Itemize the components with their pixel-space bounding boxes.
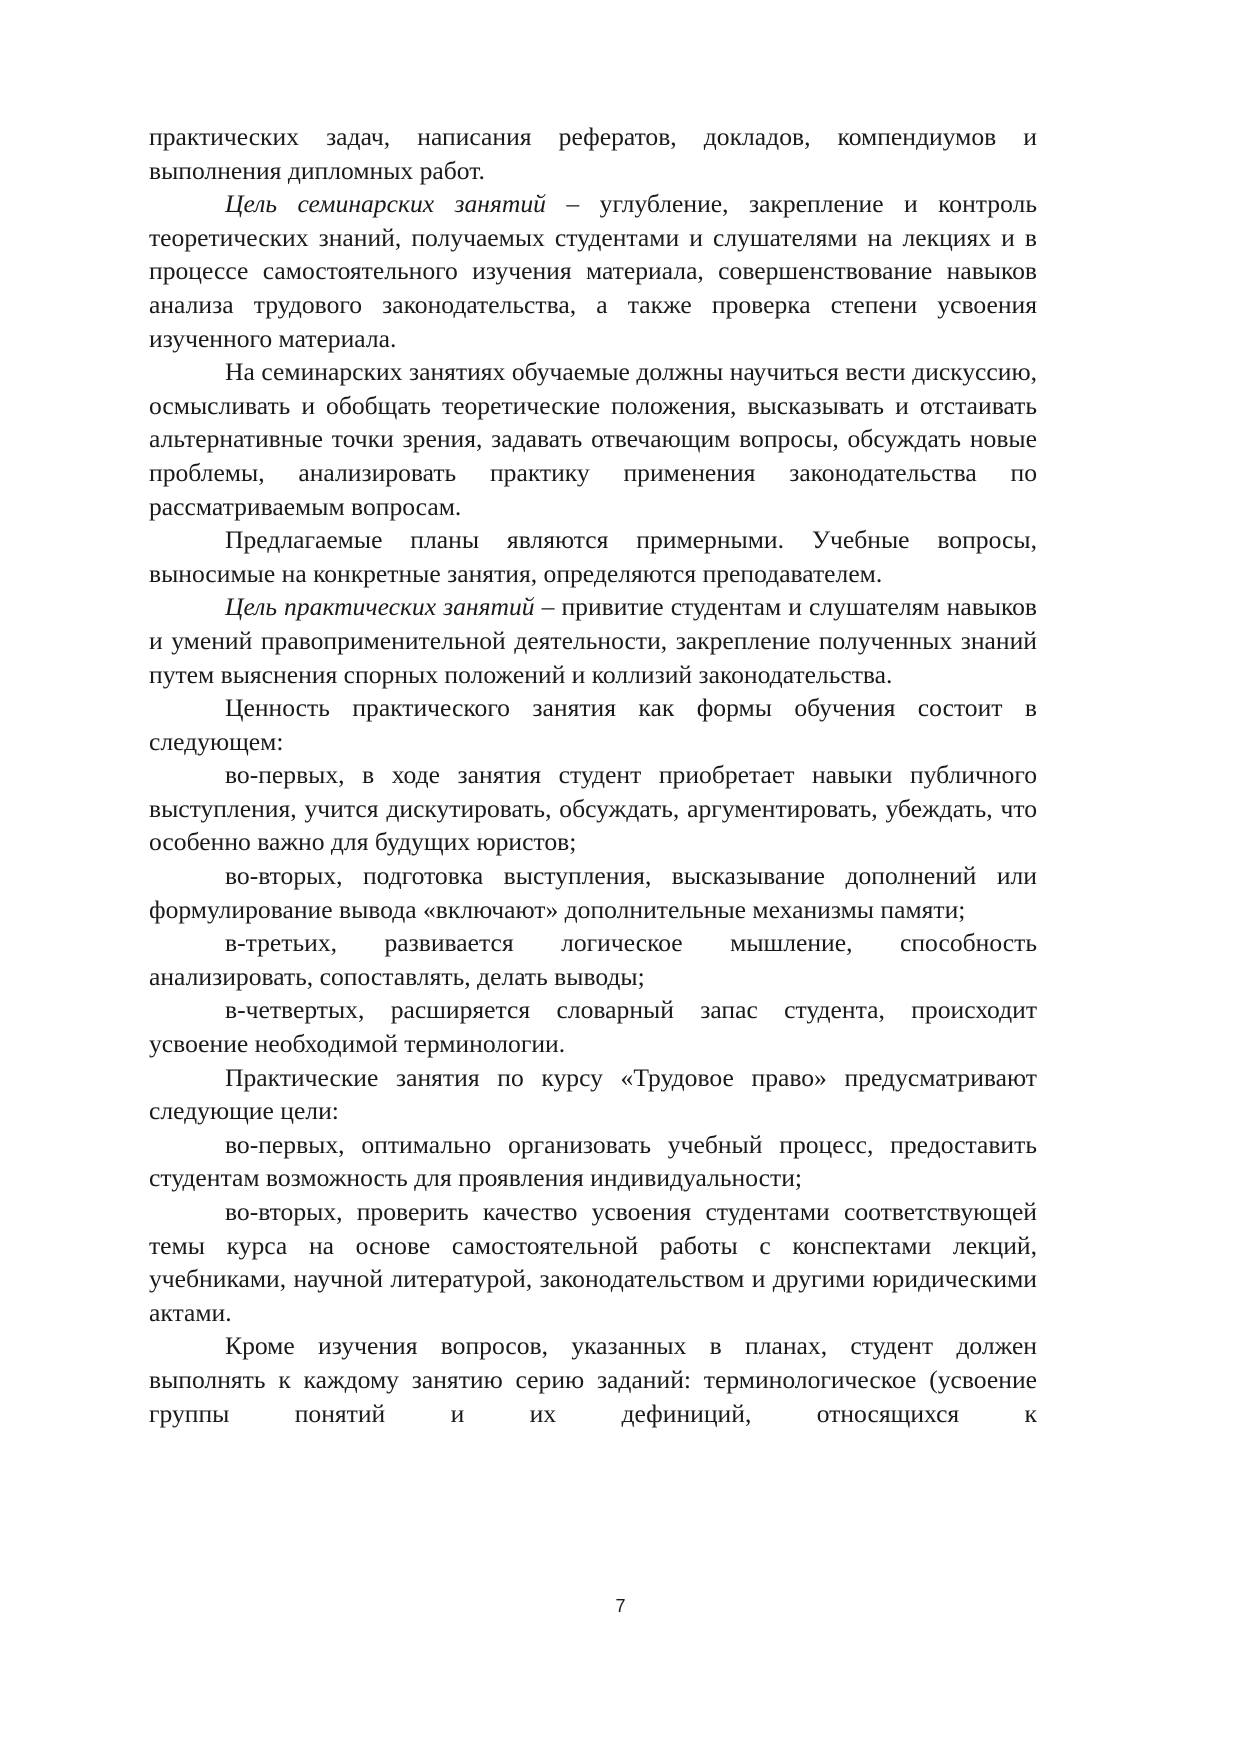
paragraph-seminar-goal [149, 187, 1037, 355]
list-item-goal-2 [149, 1195, 1037, 1329]
list-item-goal-1 [149, 1128, 1037, 1195]
paragraph-text: практических задач, написания рефератов, докладов, компендиумов и выполнения дипломных работ. [149, 122, 1037, 185]
paragraph-text: во-первых, оптимально организовать учебный процесс, предоставить студентам возможность для проявления индивидуальности; [149, 1129, 1037, 1193]
paragraph-text: – углубление, закрепление и контроль теоретических знаний, получаемых студентами и слушателями на лекциях и в процессе самостоятельного изучения материала, совершенствование навыков анализа трудового законодательства, а также проверка степени усвоения изученного материала. [149, 189, 1037, 353]
page-number: 7 [615, 1596, 626, 1616]
paragraph-text: в-четвертых, расширяется словарный запас студента, происходит усвоение необходимой терминологии. [149, 995, 1037, 1059]
list-item-value-4 [149, 993, 1037, 1060]
document-body [149, 120, 1037, 1430]
paragraph-text: На семинарских занятиях обучаемые должны научиться вести дискуссию, осмысливать и обобщать теоретические положения, высказывать и отстаивать альтернативные точки зрения, задавать отвечающим вопросы, обсуждать новые проблемы, анализировать практику применения законодательства по рассматриваемым вопросам. [149, 357, 1037, 521]
paragraph-text: Ценность практического занятия как формы обучения состоит в следующем: [149, 693, 1037, 756]
paragraph-continuation [149, 120, 1037, 187]
paragraph-plans [149, 523, 1037, 590]
paragraph-practical-goal [149, 590, 1037, 691]
paragraph-text: в-третьих, развивается логическое мышление, способность анализировать, сопоставлять, делать выводы; [149, 928, 1037, 991]
paragraph-goals-intro [149, 1061, 1037, 1128]
paragraph-text: во-вторых, проверить качество усвоения студентами соответствующей темы курса на основе самостоятельной работы с конспектами лекций, учебниками, научной литературой, законодательством и другими юридическими актами. [149, 1197, 1037, 1327]
list-item-value-3 [149, 926, 1037, 993]
paragraph-text: – привитие студентам и слушателям навыков и умений правоприменительной деятельности, закрепление полученных знаний путем выяснения спорных положений и коллизий законодательства. [149, 592, 1037, 689]
italic-term: Цель семинарских занятий [225, 189, 546, 219]
paragraph-text: во-вторых, подготовка выступления, высказывание дополнений или формулирование вывода «включают» дополнительные механизмы памяти; [149, 861, 1037, 924]
paragraph-value-intro [149, 691, 1037, 758]
paragraph-seminar-skills [149, 355, 1037, 523]
italic-term: Цель практических занятий [225, 592, 535, 622]
paragraph-text: во-первых, в ходе занятия студент приобретает навыки публичного выступления, учится дискутировать, обсуждать, аргументировать, убеждать, что особенно важно для будущих юристов; [149, 760, 1037, 857]
list-item-value-1 [149, 758, 1037, 859]
paragraph-text: Практические занятия по курсу «Трудовое право» предусматривают следующие цели: [149, 1062, 1037, 1126]
paragraph-text: Предлагаемые планы являются примерными. Учебные вопросы, выносимые на конкретные занятия, определяются преподавателем. [149, 525, 1037, 588]
paragraph-text: Кроме изучения вопросов, указанных в планах, студент должен выполнять к каждому занятию серию заданий: терминологическое (усвоение группы понятий и их дефиниций, относящихся к [149, 1331, 1037, 1428]
list-item-value-2 [149, 859, 1037, 926]
paragraph-assignments [149, 1329, 1037, 1430]
